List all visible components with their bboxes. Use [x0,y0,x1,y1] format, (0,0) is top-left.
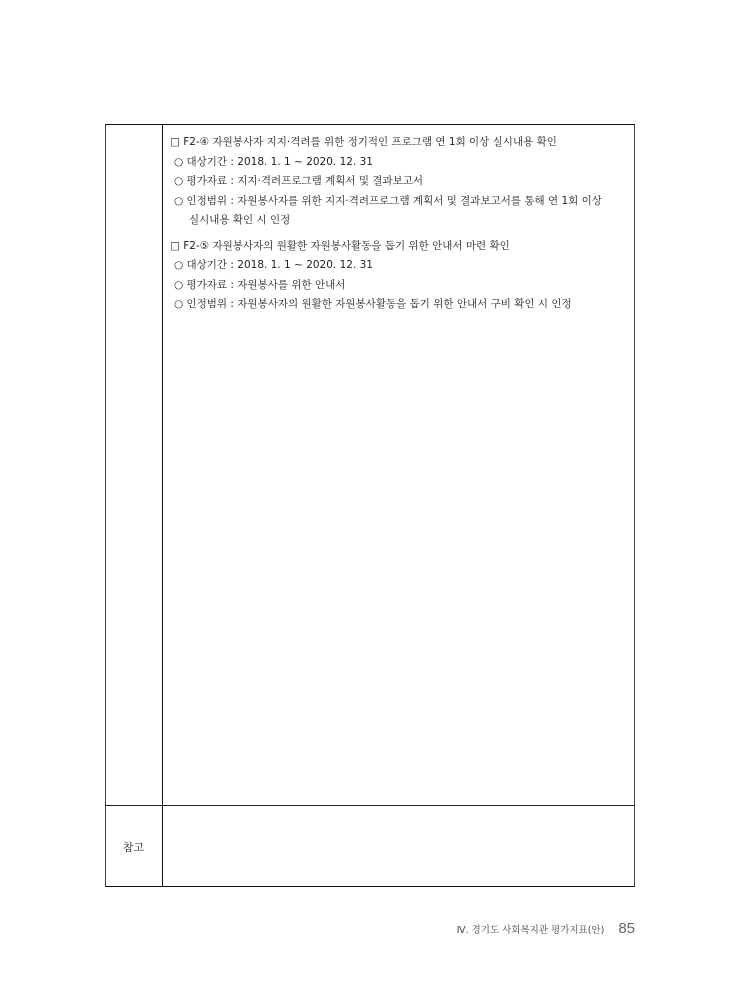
page-footer [457,920,635,937]
recognition-scope-continuation: 실시내용 확인 시 인정 [189,214,291,226]
column-divider [162,125,163,886]
criteria-content [170,133,629,321]
section-heading: □ F2-④ 자원봉사자 지지·격려를 위한 정기적인 프로그램 연 1회 이상 실시내용 확인 [170,136,557,148]
footer-title: Ⅳ. 경기도 사회복지관 평가지표(안) [456,925,605,936]
page-number: 85 [618,920,635,937]
reference-label: 참고 [122,840,145,854]
recognition-scope: ○ 인정범위 : 자원봉사자의 원활한 자원봉사활동을 돕기 위한 안내서 구비 확인 시 인정 [174,298,572,310]
section-f2-5 [170,237,629,315]
evaluation-material: ○ 평가자료 : 자원봉사를 위한 안내서 [174,278,346,291]
evaluation-material: ○ 평가자료 : 지지·격려프로그램 계획서 및 결과보고서 [174,175,424,187]
target-period: ○ 대상기간 : 2018. 1. 1 ~ 2020. 12. 31 [174,155,373,168]
table-right-border [634,125,635,886]
row-divider [105,805,635,806]
section-f2-4 [170,133,629,231]
criteria-table [105,124,635,887]
recognition-scope: ○ 인정범위 : 자원봉사자를 위한 지지·격려프로그램 계획서 및 결과보고서를 통해 연 1회 이상 [174,194,602,207]
table-left-border [105,125,106,886]
target-period: ○ 대상기간 : 2018. 1. 1 ~ 2020. 12. 31 [174,259,373,271]
section-heading: □ F2-⑤ 자원봉사자의 원활한 자원봉사활동을 돕기 위한 안내서 마련 확인 [170,239,510,252]
